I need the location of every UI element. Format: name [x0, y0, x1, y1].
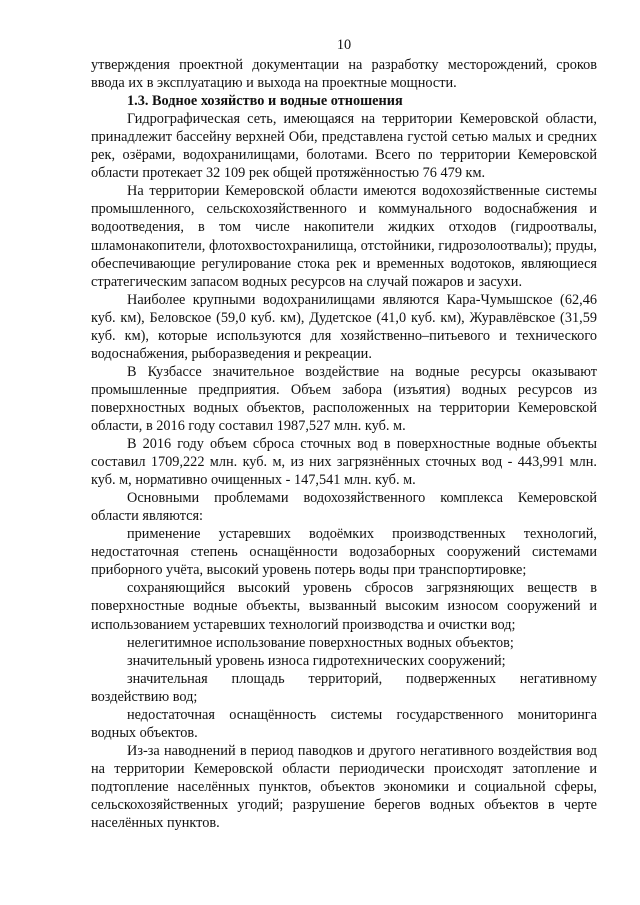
paragraph: В 2016 году объем сброса сточных вод в поверхностные водные объекты составил 1709,222 млн. куб. м, из них загрязнённых сточных вод - 443,991 млн. куб. м, нормативно очищенных - 147,541 млн. куб. м. [91, 436, 597, 489]
section-heading: 1.3. Водное хозяйство и водные отношения [127, 93, 403, 110]
paragraph: На территории Кемеровской области имеются водохозяйственные системы промышленного, сельскохозяйственного и коммунального водоснабжения и водоотведения, в том числе накопители жидких отходов (гидроотвалы, шламонакопители, флотохвостохранилища, отстойники, гидрозолоотвалы); пруды, обеспечивающие регулирование стока рек и временных водотоков, являющиеся стратегическим запасом водных ресурсов на случай пожаров и засухи. [91, 183, 597, 290]
paragraph: значительный уровень износа гидротехнических сооружений; [127, 652, 506, 669]
paragraph: применение устаревших водоёмких производственных технологий, недостаточная степень оснащённости водозаборных сооружений системами приборного учёта, высокий уровень потерь воды при транспортировке; [91, 526, 597, 579]
document-page [91, 36, 597, 832]
paragraph: Основными проблемами водохозяйственного комплекса Кемеровской области являются: [91, 490, 597, 525]
page-number: 10 [336, 37, 352, 53]
paragraph: сохраняющийся высокий уровень сбросов загрязняющих веществ в поверхностные водные объекты, вызванный высоким износом сооружений и использованием устаревших технологий производства и очистки вод; [91, 580, 597, 633]
document-body [91, 56, 597, 832]
paragraph: Гидрографическая сеть, имеющаяся на территории Кемеровской области, принадлежит бассейну верхней Оби, представлена густой сетью малых и средних рек, озёрами, водохранилищами, болотами. Всего по территории Кемеровской области протекает 32 109 рек общей протяжённостью 76 479 км. [91, 111, 597, 182]
paragraph: нелегитимное использование поверхностных водных объектов; [127, 634, 514, 651]
paragraph: утверждения проектной документации на разработку месторождений, сроков ввода их в эксплуатацию и выхода на проектные мощности. [91, 57, 597, 92]
paragraph: значительная площадь территорий, подверженных негативному воздействию вод; [91, 670, 597, 705]
paragraph: недостаточная оснащённость системы государственного мониторинга водных объектов. [91, 706, 597, 741]
paragraph: В Кузбассе значительное воздействие на водные ресурсы оказывают промышленные предприятия. Объем забора (изъятия) водных ресурсов из поверхностных водных объектов, расположенных на территории Кемеровской области, в 2016 году составил 1987,527 млн. куб. м. [91, 363, 597, 434]
paragraph: Наиболее крупными водохранилищами являются Кара-Чумышское (62,46 куб. км), Беловское (59,0 куб. км), Дудетское (41,0 куб. км), Журавлёвское (31,59 куб. км), которые используются для хозяйственно–питьевого и технического водоснабжения, рыборазведения и рекреации. [91, 291, 597, 362]
paragraph: Из-за наводнений в период паводков и другого негативного воздействия вод на территории Кемеровской области периодически происходят затопление и подтопление населённых пунктов, объектов экономики и социальной сферы, сельскохозяйственных угодий; разрушение берегов водных объектов в черте населённых пунктов. [91, 742, 597, 832]
